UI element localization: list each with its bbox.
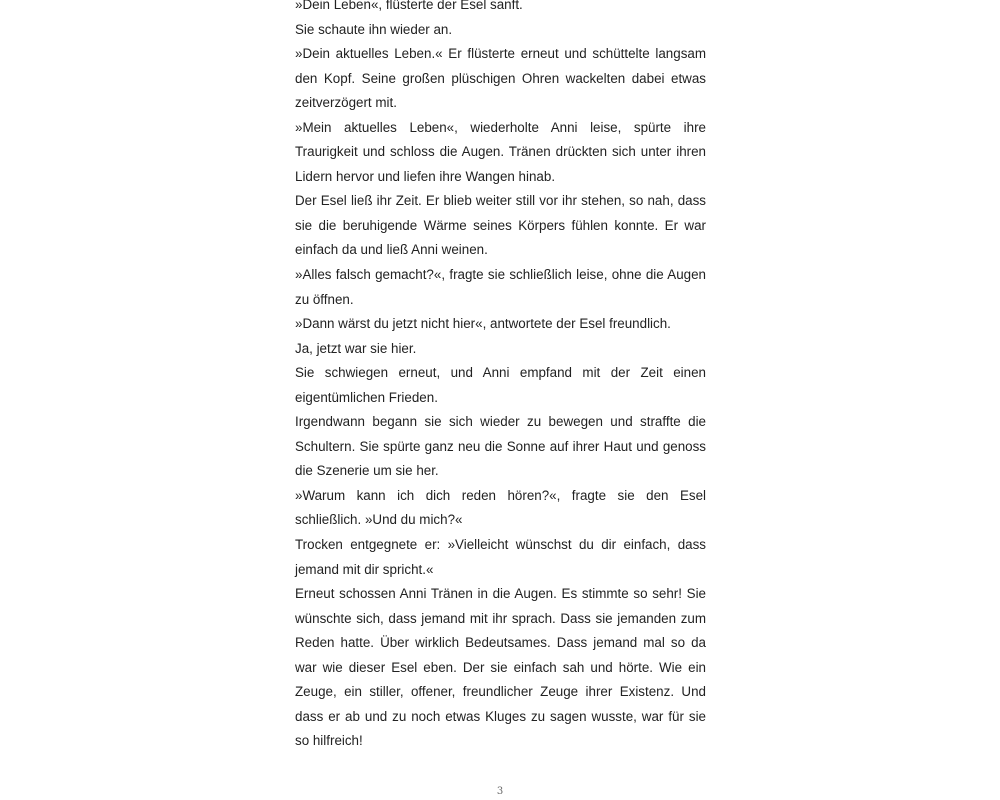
paragraph: Sie schaute ihn wieder an. — [295, 21, 453, 37]
paragraph: Erneut schossen Anni Tränen in die Augen. Es stimmte so sehr! Sie wünschte sich, dass jemand mit ihr sprach. Dass sie jemanden zum Reden hatte. Über wirklich Bedeutsames. Dass jemand mal so da war wie dieser Esel eben. Der sie einfach sah und hörte. Wie ein Zeuge, ein stiller, offener, freundlicher Zeuge ihrer Existenz. Und dass er ab und zu noch etwas Kluges zu sagen wusste, war für sie so hilfreich! — [295, 586, 706, 749]
paragraph: »Dein aktuelles Leben.« Er flüsterte erneut und schüttelte langsam den Kopf. Seine großen plüschigen Ohren wackelten dabei etwas zeitverzögert mit. — [295, 46, 706, 111]
paragraph: Ja, jetzt war sie hier. — [295, 340, 417, 356]
paragraph: »Alles falsch gemacht?«, fragte sie schließlich leise, ohne die Augen zu öffnen. — [295, 267, 706, 307]
paragraph: »Mein aktuelles Leben«, wiederholte Anni leise, spürte ihre Traurigkeit und schloss die Augen. Tränen drückten sich unter ihren Lidern hervor und liefen ihre Wangen hinab. — [295, 119, 706, 184]
paragraph: »Warum kann ich dich reden hören?«, fragte sie den Esel schließlich. »Und du mich?« — [295, 487, 706, 528]
paragraph: »Dein Leben«, flüsterte der Esel sanft. — [295, 0, 523, 12]
paragraph: »Dann wärst du jetzt nicht hier«, antwortete der Esel freundlich. — [295, 316, 671, 332]
paragraph: Irgendwann begann sie sich wieder zu bewegen und straffte die Schultern. Sie spürte ganz neu die Sonne auf ihrer Haut und genoss die Szenerie um sie her. — [295, 414, 706, 479]
body-text — [295, 0, 706, 754]
paragraph: Der Esel ließ ihr Zeit. Er blieb weiter still vor ihr stehen, so nah, dass sie die beruhigende Wärme seines Körpers fühlen konnte. Er war einfach da und ließ Anni weinen. — [295, 193, 706, 258]
page-number: 3 — [496, 786, 504, 797]
paragraph: Sie schwiegen erneut, und Anni empfand mit der Zeit einen eigentümlichen Frieden. — [295, 365, 706, 405]
paragraph: Trocken entgegnete er: »Vielleicht wünschst du dir einfach, dass jemand mit dir spricht.« — [295, 537, 706, 577]
